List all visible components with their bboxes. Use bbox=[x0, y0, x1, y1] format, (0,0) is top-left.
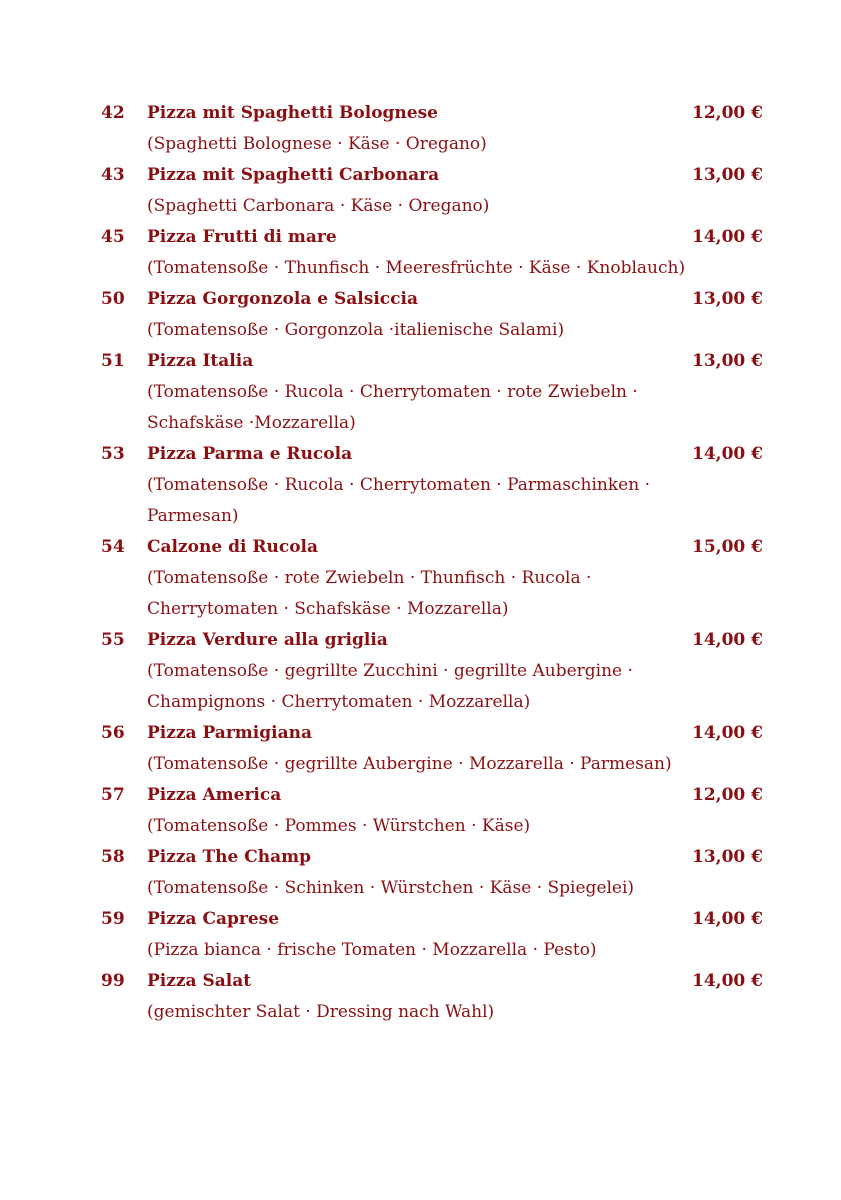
item-name: Pizza Parma e Rucola bbox=[147, 444, 353, 464]
item-description: (Tomatensoße · gegrillte Aubergine · Mozzarella · Parmesan) bbox=[147, 754, 672, 774]
item-name: Calzone di Rucola bbox=[147, 537, 319, 557]
menu-item-header bbox=[0, 439, 841, 470]
item-price: 15,00 € bbox=[692, 537, 763, 557]
item-number: 42 bbox=[101, 103, 125, 123]
item-number: 58 bbox=[101, 847, 125, 867]
menu-item bbox=[0, 439, 841, 532]
menu-item-header bbox=[0, 780, 841, 811]
item-name: Pizza Gorgonzola e Salsiccia bbox=[147, 289, 418, 309]
item-price: 14,00 € bbox=[692, 227, 763, 247]
menu-item-header bbox=[0, 842, 841, 873]
item-number: 55 bbox=[101, 630, 125, 650]
item-price: 14,00 € bbox=[692, 444, 763, 464]
menu-item-header bbox=[0, 98, 841, 129]
item-price: 14,00 € bbox=[692, 723, 763, 743]
item-price: 13,00 € bbox=[692, 289, 763, 309]
item-number: 54 bbox=[101, 537, 125, 557]
menu-item bbox=[0, 625, 841, 718]
menu-item-header bbox=[0, 718, 841, 749]
item-description: (Spaghetti Carbonara · Käse · Oregano) bbox=[147, 196, 490, 216]
menu-item bbox=[0, 222, 841, 284]
item-description: (Tomatensoße · Schinken · Würstchen · Käse · Spiegelei) bbox=[147, 878, 635, 898]
menu-item bbox=[0, 98, 841, 160]
menu-item bbox=[0, 780, 841, 842]
item-price: 13,00 € bbox=[692, 351, 763, 371]
item-name: Pizza Parmigiana bbox=[147, 723, 312, 743]
item-description: (Tomatensoße · Pommes · Würstchen · Käse) bbox=[147, 816, 531, 836]
item-number: 43 bbox=[101, 165, 125, 185]
item-number: 59 bbox=[101, 909, 125, 929]
item-number: 50 bbox=[101, 289, 125, 309]
menu-item-header bbox=[0, 222, 841, 253]
item-description: (Tomatensoße · Gorgonzola ·italienische Salami) bbox=[147, 320, 565, 340]
menu-item bbox=[0, 160, 841, 222]
item-number: 45 bbox=[101, 227, 125, 247]
menu-item-header bbox=[0, 532, 841, 563]
item-description: (Tomatensoße · Rucola · Cherrytomaten · Parmaschinken · Parmesan) bbox=[147, 475, 650, 526]
menu-item bbox=[0, 718, 841, 780]
item-name: Pizza mit Spaghetti Bolognese bbox=[147, 103, 438, 123]
item-description: (Spaghetti Bolognese · Käse · Oregano) bbox=[147, 134, 487, 154]
item-price: 14,00 € bbox=[692, 630, 763, 650]
item-price: 13,00 € bbox=[692, 165, 763, 185]
item-name: Pizza Caprese bbox=[147, 909, 280, 929]
item-number: 53 bbox=[101, 444, 125, 464]
item-description: (gemischter Salat · Dressing nach Wahl) bbox=[147, 1002, 495, 1022]
item-number: 99 bbox=[101, 971, 125, 991]
menu-item bbox=[0, 904, 841, 966]
menu-item bbox=[0, 842, 841, 904]
item-name: Pizza mit Spaghetti Carbonara bbox=[147, 165, 440, 185]
menu-item-header bbox=[0, 904, 841, 935]
menu-item-header bbox=[0, 284, 841, 315]
item-number: 51 bbox=[101, 351, 125, 371]
menu-item bbox=[0, 966, 841, 1028]
item-name: Pizza America bbox=[147, 785, 282, 805]
item-description: (Tomatensoße · Rucola · Cherrytomaten · rote Zwiebeln · Schafskäse ·Mozzarella) bbox=[147, 382, 638, 433]
item-name: Pizza Frutti di mare bbox=[147, 227, 337, 247]
item-number: 56 bbox=[101, 723, 125, 743]
item-description: (Pizza bianca · frische Tomaten · Mozzarella · Pesto) bbox=[147, 940, 597, 960]
item-description: (Tomatensoße · rote Zwiebeln · Thunfisch · Rucola · Cherrytomaten · Schafskäse · Mozzarella) bbox=[147, 568, 592, 619]
item-price: 12,00 € bbox=[692, 103, 763, 123]
item-price: 12,00 € bbox=[692, 785, 763, 805]
item-name: Pizza Italia bbox=[147, 351, 254, 371]
menu-item bbox=[0, 532, 841, 625]
menu-item-header bbox=[0, 966, 841, 997]
menu-item bbox=[0, 284, 841, 346]
item-number: 57 bbox=[101, 785, 125, 805]
menu-item-header bbox=[0, 160, 841, 191]
item-description: (Tomatensoße · Thunfisch · Meeresfrüchte · Käse · Knoblauch) bbox=[147, 258, 686, 278]
item-name: Pizza The Champ bbox=[147, 847, 312, 867]
item-price: 14,00 € bbox=[692, 971, 763, 991]
item-name: Pizza Verdure alla griglia bbox=[147, 630, 388, 650]
menu-list bbox=[0, 98, 841, 1028]
menu-item-header bbox=[0, 625, 841, 656]
item-price: 14,00 € bbox=[692, 909, 763, 929]
item-description: (Tomatensoße · gegrillte Zucchini · gegrillte Aubergine · Champignons · Cherrytomaten · Mozzarella) bbox=[147, 661, 633, 712]
item-price: 13,00 € bbox=[692, 847, 763, 867]
menu-item-header bbox=[0, 346, 841, 377]
menu-item bbox=[0, 346, 841, 439]
item-name: Pizza Salat bbox=[147, 971, 252, 991]
